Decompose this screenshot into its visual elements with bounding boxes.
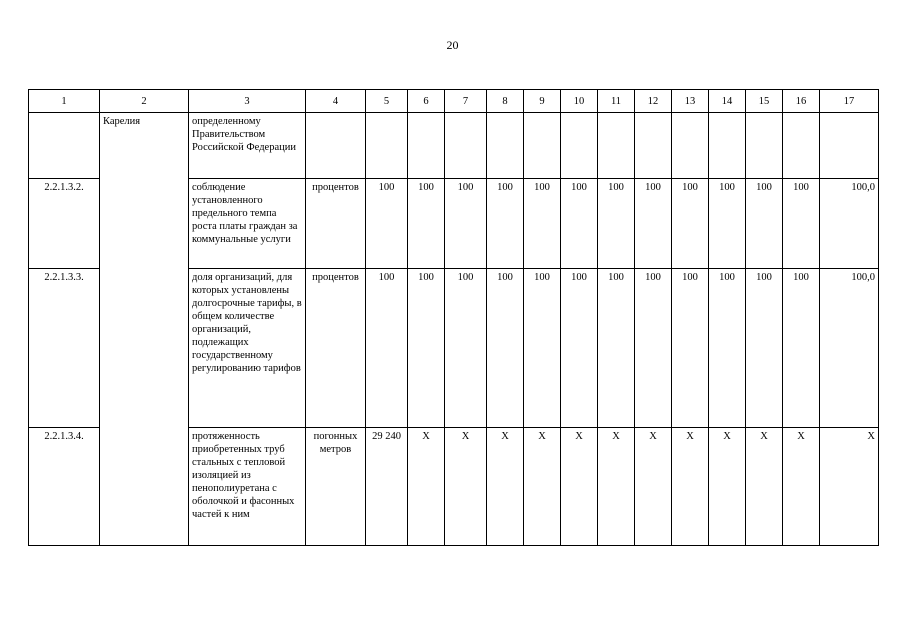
value-cell bbox=[672, 113, 709, 179]
value-cell: 100 bbox=[408, 179, 445, 269]
value-cell bbox=[709, 113, 746, 179]
total-cell bbox=[820, 113, 879, 179]
unit-cell: процентов bbox=[306, 179, 366, 269]
value-cell bbox=[524, 113, 561, 179]
value-cell bbox=[408, 113, 445, 179]
value-cell: Х bbox=[672, 428, 709, 546]
header-cell: 3 bbox=[189, 90, 306, 113]
total-cell: 100,0 bbox=[820, 269, 879, 428]
header-cell: 14 bbox=[709, 90, 746, 113]
header-cell: 11 bbox=[598, 90, 635, 113]
value-cell: 100 bbox=[746, 269, 783, 428]
total-cell: 100,0 bbox=[820, 179, 879, 269]
header-cell: 15 bbox=[746, 90, 783, 113]
value-cell bbox=[561, 113, 598, 179]
code-cell: 2.2.1.3.3. bbox=[29, 269, 100, 428]
value-cell: Х bbox=[635, 428, 672, 546]
value-cell: 100 bbox=[672, 269, 709, 428]
value-cell: 100 bbox=[366, 269, 408, 428]
header-cell: 2 bbox=[100, 90, 189, 113]
value-cell: Х bbox=[561, 428, 598, 546]
total-cell: Х bbox=[820, 428, 879, 546]
value-cell: Х bbox=[445, 428, 487, 546]
value-cell: 100 bbox=[561, 179, 598, 269]
header-cell: 7 bbox=[445, 90, 487, 113]
unit-cell bbox=[306, 113, 366, 179]
value-cell: Х bbox=[746, 428, 783, 546]
page-number: 20 bbox=[446, 38, 459, 52]
value-cell: 100 bbox=[487, 269, 524, 428]
unit-cell: процентов bbox=[306, 269, 366, 428]
header-cell: 8 bbox=[487, 90, 524, 113]
value-cell: 29 240 bbox=[366, 428, 408, 546]
description-cell: протяженность приобретенных труб стальных с тепловой изоляцией из пенополиуретана с оболочкой и фасонных частей к ним bbox=[189, 428, 306, 546]
value-cell: 100 bbox=[709, 179, 746, 269]
header-row bbox=[29, 90, 879, 113]
indicators-table bbox=[28, 89, 879, 546]
value-cell bbox=[445, 113, 487, 179]
code-cell: 2.2.1.3.4. bbox=[29, 428, 100, 546]
value-cell: 100 bbox=[445, 269, 487, 428]
value-cell: 100 bbox=[524, 179, 561, 269]
value-cell: 100 bbox=[709, 269, 746, 428]
header-cell: 4 bbox=[306, 90, 366, 113]
value-cell: 100 bbox=[672, 179, 709, 269]
value-cell: 100 bbox=[783, 269, 820, 428]
code-cell bbox=[29, 113, 100, 179]
header-cell: 12 bbox=[635, 90, 672, 113]
value-cell bbox=[783, 113, 820, 179]
value-cell bbox=[366, 113, 408, 179]
header-cell: 17 bbox=[820, 90, 879, 113]
value-cell: 100 bbox=[487, 179, 524, 269]
value-cell: 100 bbox=[408, 269, 445, 428]
header-cell: 5 bbox=[366, 90, 408, 113]
value-cell: Х bbox=[598, 428, 635, 546]
region-cell: Карелия bbox=[100, 113, 189, 546]
description-cell: определенному Правительством Российской Федерации bbox=[189, 113, 306, 179]
value-cell bbox=[635, 113, 672, 179]
header-cell: 16 bbox=[783, 90, 820, 113]
value-cell: 100 bbox=[598, 269, 635, 428]
value-cell: 100 bbox=[635, 269, 672, 428]
description-cell: соблюдение установленного предельного темпа роста платы граждан за коммунальные услуги bbox=[189, 179, 306, 269]
code-cell: 2.2.1.3.2. bbox=[29, 179, 100, 269]
value-cell bbox=[598, 113, 635, 179]
header-cell: 6 bbox=[408, 90, 445, 113]
value-cell: Х bbox=[709, 428, 746, 546]
value-cell: Х bbox=[487, 428, 524, 546]
table-row bbox=[29, 113, 879, 179]
header-cell: 13 bbox=[672, 90, 709, 113]
header-cell: 9 bbox=[524, 90, 561, 113]
value-cell: 100 bbox=[598, 179, 635, 269]
value-cell: Х bbox=[408, 428, 445, 546]
value-cell: Х bbox=[783, 428, 820, 546]
value-cell bbox=[746, 113, 783, 179]
value-cell bbox=[487, 113, 524, 179]
value-cell: 100 bbox=[366, 179, 408, 269]
value-cell: 100 bbox=[524, 269, 561, 428]
unit-cell: погонных метров bbox=[306, 428, 366, 546]
header-cell: 10 bbox=[561, 90, 598, 113]
description-cell: доля организаций, для которых установлены долгосрочные тарифы, в общем количестве организаций, подлежащих государственному регулированию тарифов bbox=[189, 269, 306, 428]
value-cell: 100 bbox=[783, 179, 820, 269]
value-cell: 100 bbox=[445, 179, 487, 269]
value-cell: 100 bbox=[746, 179, 783, 269]
value-cell: 100 bbox=[635, 179, 672, 269]
value-cell: Х bbox=[524, 428, 561, 546]
header-cell: 1 bbox=[29, 90, 100, 113]
value-cell: 100 bbox=[561, 269, 598, 428]
